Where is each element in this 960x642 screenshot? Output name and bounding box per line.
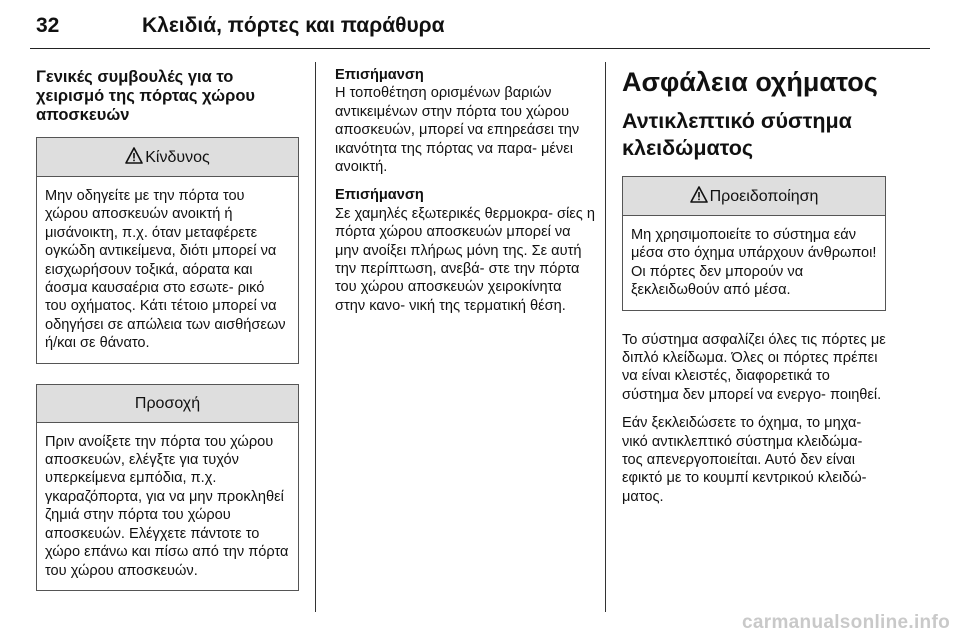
- column-3: [622, 60, 886, 516]
- note-1: [335, 66, 595, 176]
- section-subtitle: Αντικλεπτικό σύστημα κλειδώματος: [622, 109, 852, 160]
- column-divider-1: [315, 62, 316, 612]
- caution-box-text: Πριν ανοίξετε την πόρτα του χώρου αποσκευών, ελέγξτε για τυχόν υπερκείμενα εμπόδια, π.χ. γκαραζόπορτα, για να μην προκληθεί ζημιά στην πόρτα του χώρου αποσκευών. Ελέγχετε πάντοτε το χώρο επάνω και πίσω από την πόρτα του χώρου αποσκευών.: [45, 433, 289, 579]
- danger-box-header: [37, 138, 298, 177]
- note-1-label: Επισήμανση: [335, 67, 424, 83]
- page-header: [30, 8, 930, 49]
- page-number: 32: [36, 14, 60, 37]
- column-2: [335, 66, 595, 325]
- caution-box: [36, 384, 299, 591]
- section-heading: Γενικές συμβουλές για το χειρισμό της πόρτας χώρου αποσκευών: [36, 68, 256, 124]
- note-2: [335, 186, 595, 315]
- warning-box: [622, 176, 886, 311]
- danger-box: [36, 137, 299, 364]
- note-2-label: Επισήμανση: [335, 187, 424, 204]
- note-1-text: Η τοποθέτηση ορισμένων βαριών αντικειμένων στην πόρτα του χώρου αποσκευών, μπορεί να επηρεάσει την ικανότητα της πόρτας να παρα‐ μένει ανοικτή.: [335, 85, 580, 176]
- warning-box-header: [623, 177, 885, 216]
- danger-box-title: Κίνδυνος: [145, 149, 210, 166]
- running-title: Κλειδιά, πόρτες και παράθυρα: [142, 14, 445, 37]
- warning-triangle-icon: [690, 186, 708, 203]
- section-title: Ασφάλεια οχήματος: [622, 67, 878, 97]
- column-1: [36, 60, 299, 611]
- note-2-text: Σε χαμηλές εξωτερικές θερμοκρα‐ σίες η πόρτα χώρου αποσκευών μπορεί να μην ανοίξει πλήρως μόνη της. Σε αυτή την περίπτωση, ανεβά‐ στε την πόρτα του χώρου αποσκευών χειροκίνητα στην κανο‐ νική της τερματική θέση.: [335, 205, 595, 314]
- watermark: carmanualsonline.info: [742, 612, 950, 633]
- caution-box-title: Προσοχή: [134, 394, 201, 412]
- danger-box-text: Μην οδηγείτε με την πόρτα του χώρου αποσκευών ανοικτή ή μισάνοικτη, π.χ. όταν μεταφέρετε ογκώδη αντικείμενα, διότι μπορεί να εισχωρήσουν τοξικά, αόρατα και άοσμα καυσαέρια στο εσωτε‐ ρικό του οχήματος. Κάτι τέτοιο μπορεί να οδηγήσει σε απώλεια των αισθήσεων ή/και σε θάνατο.: [45, 188, 286, 352]
- paragraph-1: Το σύστημα ασφαλίζει όλες τις πόρτες με διπλό κλείδωμα. Όλες οι πόρτες πρέπει να είναι κλειστές, διαφορετικά το σύστημα δεν μπορεί να ενεργο‐ ποιηθεί.: [622, 331, 886, 403]
- column-divider-2: [605, 62, 606, 612]
- paragraph-2: Εάν ξεκλειδώσετε το όχημα, το μηχα‐ νικό αντικλεπτικό σύστημα κλειδώμα‐ τος απενεργοποιείται. Αυτό δεν είναι εφικτό με το κουμπί κεντρικού κλειδώ‐ ματος.: [622, 415, 867, 505]
- warning-triangle-icon: [125, 147, 143, 164]
- warning-box-text: Μη χρησιμοποιείτε το σύστημα εάν μέσα στο όχημα υπάρχουν άνθρωποι! Οι πόρτες δεν μπορούν να ξεκλειδωθούν από μέσα.: [631, 227, 877, 299]
- caution-box-header: [37, 385, 298, 423]
- warning-box-title: Προειδοποίηση: [709, 188, 819, 205]
